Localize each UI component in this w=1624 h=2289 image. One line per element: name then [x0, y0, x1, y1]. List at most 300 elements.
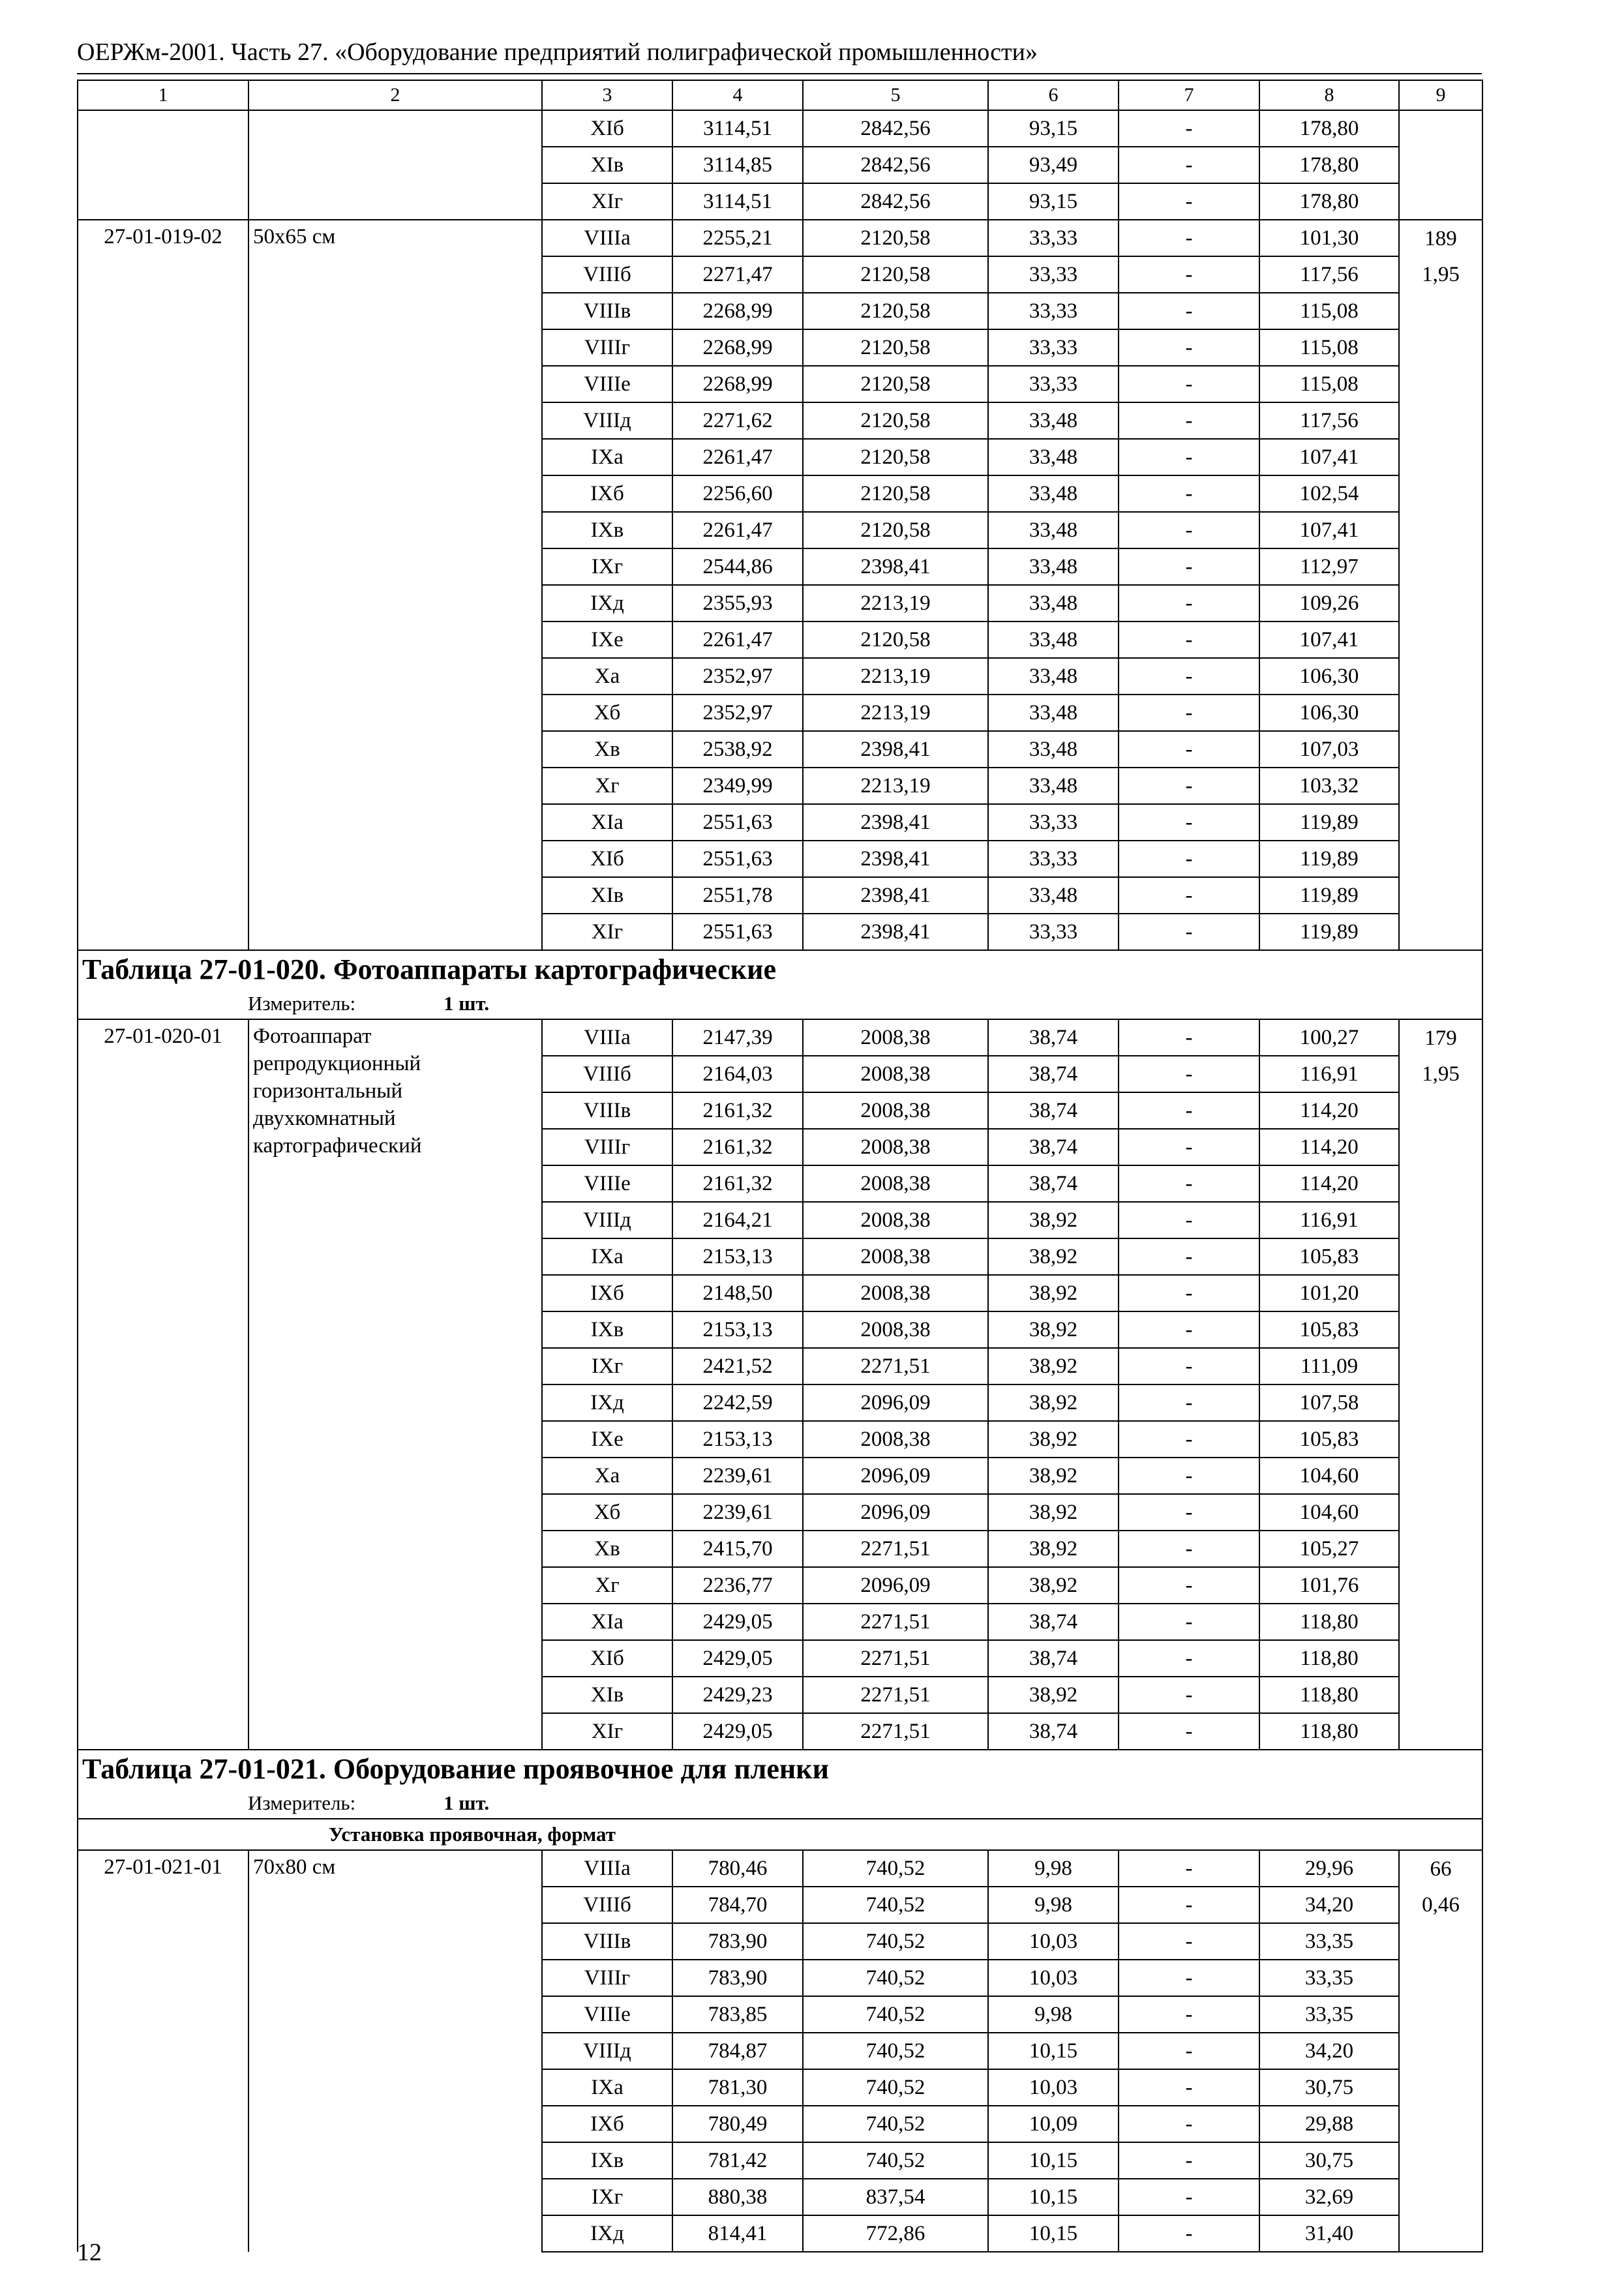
cell-c7: -	[1119, 183, 1259, 220]
cell-c4: 2271,47	[672, 256, 803, 293]
cell-c9	[1399, 1960, 1482, 1996]
cell-c7: -	[1119, 1996, 1259, 2033]
cell-c6: 33,48	[988, 475, 1119, 512]
cell-c8: 107,58	[1259, 1384, 1399, 1421]
cell-c8: 118,80	[1259, 1640, 1399, 1677]
cell-c7: -	[1119, 475, 1259, 512]
column-header: 3	[542, 80, 672, 110]
cell-zone: XIб	[542, 110, 672, 147]
cell-c5: 2008,38	[803, 1056, 988, 1092]
cell-c7: -	[1119, 731, 1259, 768]
cell-c8: 106,30	[1259, 658, 1399, 695]
item-name	[248, 1019, 542, 1750]
cell-c6: 33,33	[988, 256, 1119, 293]
cell-c7: -	[1119, 110, 1259, 147]
cell-c9	[1399, 366, 1482, 402]
rates-table	[77, 80, 1483, 2252]
cell-c4: 2355,93	[672, 585, 803, 621]
cell-c5: 2096,09	[803, 1494, 988, 1531]
cell-c8: 105,27	[1259, 1531, 1399, 1567]
cell-c6: 38,92	[988, 1458, 1119, 1494]
cell-c4: 2164,03	[672, 1056, 803, 1092]
cell-c9	[1399, 1275, 1482, 1311]
cell-c5: 2271,51	[803, 1713, 988, 1750]
item-name-line: двухкомнатный	[253, 1107, 396, 1130]
cell-c4: 2153,13	[672, 1238, 803, 1275]
cell-c5: 2120,58	[803, 512, 988, 548]
cell-zone: VIIIг	[542, 1129, 672, 1165]
cell-c6: 33,33	[988, 841, 1119, 877]
cell-c9	[1399, 1567, 1482, 1604]
cell-c7: -	[1119, 1887, 1259, 1923]
cell-zone: Xа	[542, 1458, 672, 1494]
cell-c5: 2008,38	[803, 1311, 988, 1348]
cell-c9	[1399, 658, 1482, 695]
cell-zone: XIв	[542, 1677, 672, 1713]
cell-c5: 772,86	[803, 2215, 988, 2252]
cell-c4: 2268,99	[672, 366, 803, 402]
cell-zone: IXд	[542, 585, 672, 621]
cell-c9: 1,95	[1399, 1056, 1482, 1092]
item-code: 27-01-021-01	[78, 1850, 248, 2252]
cell-c9	[1399, 183, 1482, 220]
cell-c9	[1399, 2215, 1482, 2252]
cell-c9	[1399, 2179, 1482, 2215]
cell-c4: 2255,21	[672, 220, 803, 256]
item-name-line: горизонтальный	[253, 1079, 403, 1103]
cell-c8: 117,56	[1259, 256, 1399, 293]
cell-c4: 2242,59	[672, 1384, 803, 1421]
cell-c7: -	[1119, 1960, 1259, 1996]
cell-c7: -	[1119, 1640, 1259, 1677]
cell-c6: 9,98	[988, 1850, 1119, 1887]
cell-c4: 2261,47	[672, 512, 803, 548]
table-title: Таблица 27-01-021. Оборудование проявочное для пленки	[78, 1750, 1482, 1788]
cell-zone: VIIIа	[542, 1850, 672, 1887]
cell-c5: 2271,51	[803, 1604, 988, 1640]
cell-c6: 38,74	[988, 1092, 1119, 1129]
page-number: 12	[77, 2239, 102, 2266]
cell-c8: 118,80	[1259, 1604, 1399, 1640]
cell-c8: 105,83	[1259, 1421, 1399, 1458]
cell-c6: 38,92	[988, 1421, 1119, 1458]
cell-c6: 33,48	[988, 877, 1119, 914]
column-header: 2	[248, 80, 542, 110]
cell-c4: 2429,05	[672, 1713, 803, 1750]
cell-c8: 178,80	[1259, 147, 1399, 183]
cell-c7: -	[1119, 329, 1259, 366]
cell-c9: 66	[1399, 1850, 1482, 1887]
cell-zone: Xг	[542, 1567, 672, 1604]
cell-c6: 10,09	[988, 2106, 1119, 2142]
cell-c4: 3114,85	[672, 147, 803, 183]
cell-c5: 2008,38	[803, 1275, 988, 1311]
cell-c7: -	[1119, 439, 1259, 475]
cell-c7: -	[1119, 293, 1259, 329]
cell-c5: 740,52	[803, 1887, 988, 1923]
cell-c5: 2398,41	[803, 914, 988, 950]
cell-c6: 10,15	[988, 2215, 1119, 2252]
cell-zone: Xб	[542, 695, 672, 731]
cell-c6: 93,49	[988, 147, 1119, 183]
cell-c9	[1399, 1494, 1482, 1531]
cell-zone: Xг	[542, 768, 672, 804]
cell-c9	[1399, 1713, 1482, 1750]
cell-c8: 33,35	[1259, 1960, 1399, 1996]
cell-c9	[1399, 1996, 1482, 2033]
cell-c6: 10,03	[988, 1923, 1119, 1960]
cell-c8: 117,56	[1259, 402, 1399, 439]
cell-zone: Xв	[542, 731, 672, 768]
cell-c8: 105,83	[1259, 1238, 1399, 1275]
cell-c4: 2261,47	[672, 439, 803, 475]
cell-c8: 106,30	[1259, 695, 1399, 731]
cell-c9	[1399, 841, 1482, 877]
cell-c9	[1399, 110, 1482, 147]
cell-c4: 2538,92	[672, 731, 803, 768]
cell-c6: 33,48	[988, 658, 1119, 695]
cell-c6: 38,92	[988, 1275, 1119, 1311]
cell-c6: 33,33	[988, 329, 1119, 366]
cell-c5: 2008,38	[803, 1202, 988, 1238]
cell-c5: 2213,19	[803, 658, 988, 695]
cell-c4: 780,46	[672, 1850, 803, 1887]
cell-c4: 2551,63	[672, 841, 803, 877]
cell-c6: 33,33	[988, 220, 1119, 256]
cell-c9	[1399, 1604, 1482, 1640]
cell-c9	[1399, 585, 1482, 621]
cell-c9	[1399, 548, 1482, 585]
cell-c4: 783,85	[672, 1996, 803, 2033]
cell-c8: 33,35	[1259, 1996, 1399, 2033]
cell-c5: 2008,38	[803, 1092, 988, 1129]
cell-c6: 38,74	[988, 1165, 1119, 1202]
cell-c7: -	[1119, 256, 1259, 293]
cell-c8: 114,20	[1259, 1129, 1399, 1165]
cell-c9	[1399, 439, 1482, 475]
cell-c5: 2842,56	[803, 147, 988, 183]
cell-c4: 2415,70	[672, 1531, 803, 1567]
cell-c9	[1399, 1531, 1482, 1567]
item-name-lines	[253, 1020, 537, 1159]
cell-c8: 111,09	[1259, 1348, 1399, 1384]
cell-c7: -	[1119, 1019, 1259, 1056]
cell-c6: 33,33	[988, 804, 1119, 841]
cell-c4: 780,49	[672, 2106, 803, 2142]
cell-zone: XIа	[542, 1604, 672, 1640]
cell-zone: XIг	[542, 914, 672, 950]
measure-row	[78, 1788, 1482, 1819]
cell-c4: 2421,52	[672, 1348, 803, 1384]
cell-c7: -	[1119, 2179, 1259, 2215]
cell-c7: -	[1119, 1458, 1259, 1494]
cell-c7: -	[1119, 914, 1259, 950]
cell-c5: 740,52	[803, 1850, 988, 1887]
cell-c6: 9,98	[988, 1887, 1119, 1923]
cell-c4: 3114,51	[672, 183, 803, 220]
column-header: 8	[1259, 80, 1399, 110]
cell-c9	[1399, 512, 1482, 548]
cell-c5: 2120,58	[803, 402, 988, 439]
cell-c9	[1399, 1129, 1482, 1165]
cell-c4: 2261,47	[672, 621, 803, 658]
cell-c8: 101,20	[1259, 1275, 1399, 1311]
cell-c7: -	[1119, 1311, 1259, 1348]
cell-c5: 2271,51	[803, 1348, 988, 1384]
cell-c6: 10,15	[988, 2142, 1119, 2179]
cell-c7: -	[1119, 1129, 1259, 1165]
cell-c4: 2352,97	[672, 695, 803, 731]
cell-c6: 10,15	[988, 2179, 1119, 2215]
cell-zone: Xа	[542, 658, 672, 695]
cell-c6: 33,48	[988, 439, 1119, 475]
cell-c5: 2008,38	[803, 1421, 988, 1458]
cell-c6: 38,74	[988, 1129, 1119, 1165]
cell-c4: 2236,77	[672, 1567, 803, 1604]
cell-zone: VIIIа	[542, 220, 672, 256]
cell-c6: 33,48	[988, 585, 1119, 621]
measure-cell	[78, 1788, 1482, 1819]
cell-c6: 33,33	[988, 293, 1119, 329]
cell-zone: IXг	[542, 548, 672, 585]
cell-zone: VIIIе	[542, 1996, 672, 2033]
cell-c6: 33,48	[988, 768, 1119, 804]
cell-c8: 178,80	[1259, 183, 1399, 220]
cell-c8: 101,76	[1259, 1567, 1399, 1604]
cell-c6: 38,74	[988, 1713, 1119, 1750]
table-title-row	[78, 950, 1482, 989]
cell-c5: 2213,19	[803, 585, 988, 621]
cell-zone: VIIIе	[542, 366, 672, 402]
cell-c5: 2008,38	[803, 1129, 988, 1165]
cell-zone: VIIIг	[542, 329, 672, 366]
cell-c9	[1399, 695, 1482, 731]
cell-c4: 2164,21	[672, 1202, 803, 1238]
cell-c5: 2008,38	[803, 1165, 988, 1202]
item-name: 50х65 см	[248, 220, 542, 950]
cell-c9	[1399, 2069, 1482, 2106]
cell-c8: 107,03	[1259, 731, 1399, 768]
cell-c7: -	[1119, 1056, 1259, 1092]
cell-zone: IXа	[542, 439, 672, 475]
cell-c5: 2842,56	[803, 110, 988, 147]
cell-c8: 119,89	[1259, 804, 1399, 841]
cell-c9	[1399, 1238, 1482, 1275]
cell-zone: VIIIб	[542, 1056, 672, 1092]
cell-c9	[1399, 2106, 1482, 2142]
cell-zone: IXе	[542, 1421, 672, 1458]
cell-c9	[1399, 1165, 1482, 1202]
cell-c4: 2153,13	[672, 1311, 803, 1348]
cell-c7: -	[1119, 220, 1259, 256]
cell-zone: IXв	[542, 512, 672, 548]
cell-c4: 783,90	[672, 1923, 803, 1960]
cell-c8: 104,60	[1259, 1458, 1399, 1494]
measure-value: 1 шт.	[444, 992, 490, 1015]
cell-c6: 93,15	[988, 110, 1119, 147]
cell-c9	[1399, 1092, 1482, 1129]
cell-c7: -	[1119, 1923, 1259, 1960]
cell-c7: -	[1119, 548, 1259, 585]
cell-c6: 33,33	[988, 366, 1119, 402]
column-header: 5	[803, 80, 988, 110]
cell-c8: 115,08	[1259, 293, 1399, 329]
cell-zone: IXд	[542, 2215, 672, 2252]
cell-zone: IXе	[542, 621, 672, 658]
measure-row	[78, 989, 1482, 1019]
cell-c4: 783,90	[672, 1960, 803, 1996]
cell-c4: 2153,13	[672, 1421, 803, 1458]
cell-c7: -	[1119, 1238, 1259, 1275]
cell-c5: 740,52	[803, 2033, 988, 2069]
cell-c9: 179	[1399, 1019, 1482, 1056]
subtitle-row	[78, 1819, 1482, 1850]
cell-zone: XIб	[542, 841, 672, 877]
cell-c5: 2213,19	[803, 768, 988, 804]
cell-c4: 2544,86	[672, 548, 803, 585]
cell-c7: -	[1119, 621, 1259, 658]
cell-c9	[1399, 329, 1482, 366]
cell-c4: 814,41	[672, 2215, 803, 2252]
cell-c5: 2120,58	[803, 256, 988, 293]
cell-c9	[1399, 1202, 1482, 1238]
cell-c6: 33,48	[988, 731, 1119, 768]
cell-c6: 10,03	[988, 1960, 1119, 1996]
cell-c6: 38,92	[988, 1348, 1119, 1384]
cell-c9	[1399, 2033, 1482, 2069]
cell-c4: 2256,60	[672, 475, 803, 512]
column-header: 4	[672, 80, 803, 110]
cell-c8: 109,26	[1259, 585, 1399, 621]
cell-c8: 29,88	[1259, 2106, 1399, 2142]
cell-c7: -	[1119, 366, 1259, 402]
cell-zone: VIIIе	[542, 1165, 672, 1202]
cell-c5: 2398,41	[803, 877, 988, 914]
cell-c4: 880,38	[672, 2179, 803, 2215]
cell-c4: 3114,51	[672, 110, 803, 147]
cell-c9	[1399, 475, 1482, 512]
cell-c5: 2398,41	[803, 841, 988, 877]
cell-c6: 9,98	[988, 1996, 1119, 2033]
cell-c6: 38,92	[988, 1384, 1119, 1421]
cell-c8: 118,80	[1259, 1677, 1399, 1713]
cell-c9	[1399, 804, 1482, 841]
cell-c4: 2239,61	[672, 1494, 803, 1531]
cell-c6: 38,74	[988, 1640, 1119, 1677]
cell-c7: -	[1119, 2142, 1259, 2179]
cell-c7: -	[1119, 1275, 1259, 1311]
cell-zone: IXб	[542, 475, 672, 512]
cell-c5: 2120,58	[803, 621, 988, 658]
table-row	[78, 1019, 1482, 1056]
cell-c4: 2429,05	[672, 1604, 803, 1640]
cell-c5: 740,52	[803, 2106, 988, 2142]
cell-zone: IXа	[542, 2069, 672, 2106]
cell-c5: 2120,58	[803, 329, 988, 366]
cell-zone: IXд	[542, 1384, 672, 1421]
cell-zone: VIIIд	[542, 402, 672, 439]
cell-c7: -	[1119, 1348, 1259, 1384]
cell-c7: -	[1119, 147, 1259, 183]
cell-c6: 33,48	[988, 402, 1119, 439]
cell-c9	[1399, 1384, 1482, 1421]
cell-c8: 114,20	[1259, 1092, 1399, 1129]
cell-c5: 2120,58	[803, 366, 988, 402]
cell-c9	[1399, 293, 1482, 329]
cell-c9: 1,95	[1399, 256, 1482, 293]
cell-c8: 119,89	[1259, 877, 1399, 914]
cell-c5: 2842,56	[803, 183, 988, 220]
cell-c7: -	[1119, 804, 1259, 841]
cell-c9	[1399, 1311, 1482, 1348]
cell-c4: 2429,23	[672, 1677, 803, 1713]
cell-zone: IXг	[542, 1348, 672, 1384]
item-name	[248, 110, 542, 220]
cell-c7: -	[1119, 512, 1259, 548]
column-header: 7	[1119, 80, 1259, 110]
cell-c9	[1399, 2142, 1482, 2179]
cell-c5: 2120,58	[803, 475, 988, 512]
cell-zone: IXг	[542, 2179, 672, 2215]
cell-c4: 2551,63	[672, 914, 803, 950]
cell-c7: -	[1119, 1202, 1259, 1238]
cell-zone: IXв	[542, 2142, 672, 2179]
cell-c6: 38,74	[988, 1019, 1119, 1056]
cell-c5: 2096,09	[803, 1384, 988, 1421]
cell-c6: 38,92	[988, 1202, 1119, 1238]
cell-c8: 116,91	[1259, 1202, 1399, 1238]
cell-c5: 2096,09	[803, 1458, 988, 1494]
cell-c7: -	[1119, 402, 1259, 439]
cell-c5: 2120,58	[803, 220, 988, 256]
table-row	[78, 110, 1482, 147]
cell-zone: VIIIа	[542, 1019, 672, 1056]
cell-c6: 33,48	[988, 695, 1119, 731]
cell-zone: IXб	[542, 1275, 672, 1311]
cell-c9	[1399, 877, 1482, 914]
cell-zone: XIг	[542, 1713, 672, 1750]
cell-c8: 34,20	[1259, 1887, 1399, 1923]
cell-c7: -	[1119, 658, 1259, 695]
cell-c8: 103,32	[1259, 768, 1399, 804]
cell-c5: 740,52	[803, 2142, 988, 2179]
column-header: 6	[988, 80, 1119, 110]
cell-c5: 2398,41	[803, 548, 988, 585]
item-name-line: репродукционный	[253, 1052, 421, 1075]
cell-c6: 38,74	[988, 1056, 1119, 1092]
cell-c7: -	[1119, 877, 1259, 914]
item-code: 27-01-019-02	[78, 220, 248, 950]
cell-zone: VIIIб	[542, 1887, 672, 1923]
item-code	[78, 110, 248, 220]
cell-c8: 116,91	[1259, 1056, 1399, 1092]
cell-c5: 740,52	[803, 1923, 988, 1960]
cell-c6: 33,48	[988, 512, 1119, 548]
cell-c7: -	[1119, 1384, 1259, 1421]
cell-c8: 33,35	[1259, 1923, 1399, 1960]
document-header: ОЕРЖм-2001. Часть 27. «Оборудование предприятий полиграфической промышленности»	[77, 38, 1038, 66]
cell-c4: 2551,63	[672, 804, 803, 841]
cell-c4: 2239,61	[672, 1458, 803, 1494]
cell-c8: 104,60	[1259, 1494, 1399, 1531]
cell-c8: 102,54	[1259, 475, 1399, 512]
table-row	[78, 220, 1482, 256]
cell-c7: -	[1119, 768, 1259, 804]
cell-c7: -	[1119, 1421, 1259, 1458]
cell-c5: 2120,58	[803, 293, 988, 329]
cell-c8: 178,80	[1259, 110, 1399, 147]
cell-c8: 101,30	[1259, 220, 1399, 256]
